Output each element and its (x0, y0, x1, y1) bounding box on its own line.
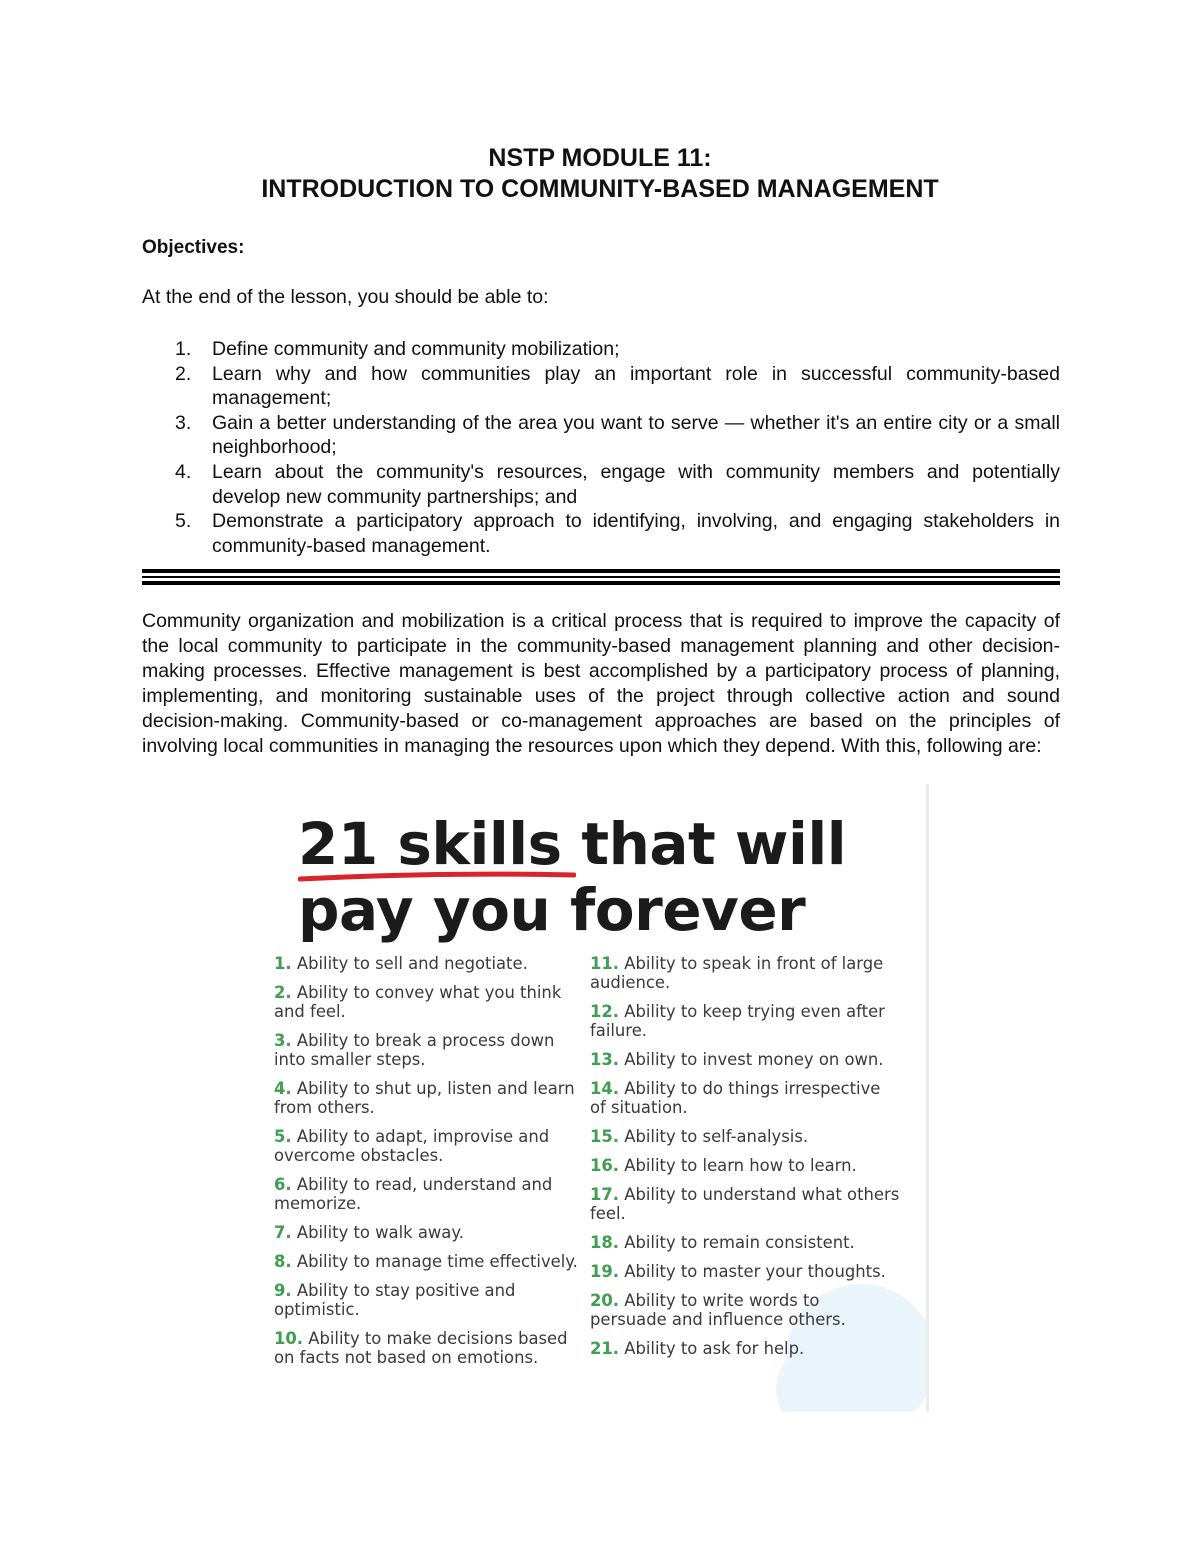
skill-number: 3. (274, 1031, 292, 1050)
skill-item (590, 1002, 900, 1040)
section-divider-thin (142, 576, 1060, 578)
skill-text: Ability to make decisions based on facts not based on emotions. (274, 1329, 568, 1367)
skill-item (274, 954, 584, 973)
objectives-intro: At the end of the lesson, you should be able to: (142, 286, 549, 308)
skill-number: 10. (274, 1329, 304, 1348)
module-subtitle: INTRODUCTION TO COMMUNITY-BASED MANAGEMENT (261, 175, 939, 203)
skill-item (274, 1031, 584, 1069)
skill-number: 7. (274, 1223, 292, 1242)
infographic-headline-line1: 21 skills that will (298, 810, 847, 878)
skill-text: Ability to stay positive and optimistic. (274, 1281, 516, 1319)
objective-text: Learn about the community's resources, engage with community members and potentially develop new community partnerships; and (212, 460, 1060, 508)
skill-text: Ability to ask for help. (624, 1339, 805, 1358)
section-divider-thick (142, 581, 1060, 585)
objective-number: 1. (175, 338, 192, 360)
objective-number: 2. (175, 362, 192, 385)
skill-number: 1. (274, 954, 292, 973)
skill-item (274, 1252, 584, 1271)
skill-text: Ability to learn how to learn. (624, 1156, 857, 1175)
skill-text: Ability to read, understand and memorize. (274, 1175, 553, 1213)
skill-number: 6. (274, 1175, 292, 1194)
section-divider-thick (142, 569, 1060, 573)
skill-text: Ability to write words to persuade and influence others. (590, 1291, 846, 1329)
objective-text: Gain a better understanding of the area you want to serve — whether it's an entire city or a small neighborhood; (212, 411, 1060, 459)
skill-item (274, 1329, 584, 1367)
skill-number: 13. (590, 1050, 620, 1069)
module-title: NSTP MODULE 11: (488, 144, 712, 172)
skill-item (590, 1339, 900, 1358)
skill-number: 15. (590, 1127, 620, 1146)
objective-item (142, 509, 1060, 558)
objectives-heading: Objectives: (142, 237, 245, 258)
skill-number: 8. (274, 1252, 292, 1271)
skill-number: 21. (590, 1339, 620, 1358)
skill-text: Ability to remain consistent. (624, 1233, 855, 1252)
skill-text: Ability to walk away. (296, 1223, 464, 1242)
skill-item (274, 1127, 584, 1165)
skill-item (590, 1127, 900, 1146)
skill-item (590, 1233, 900, 1252)
skill-number: 16. (590, 1156, 620, 1175)
skill-text: Ability to shut up, listen and learn from others. (274, 1079, 575, 1117)
objective-number: 3. (175, 411, 192, 434)
objective-item (142, 460, 1060, 509)
skill-item (274, 983, 584, 1021)
skill-number: 2. (274, 983, 292, 1002)
objective-item (142, 411, 1060, 460)
skill-item (590, 954, 900, 992)
skill-number: 14. (590, 1079, 620, 1098)
skill-text: Ability to understand what others feel. (590, 1185, 900, 1223)
infographic-headline-line2: pay you forever (298, 876, 806, 944)
skill-text: Ability to keep trying even after failure. (590, 1002, 885, 1040)
skills-left-column (274, 954, 584, 1377)
skill-text: Ability to manage time effectively. (296, 1252, 578, 1271)
skill-item (274, 1223, 584, 1242)
skill-text: Ability to speak in front of large audience. (590, 954, 884, 992)
skills-infographic (258, 784, 929, 1412)
skill-item (274, 1079, 584, 1117)
skills-right-column (590, 954, 900, 1368)
skill-number: 19. (590, 1262, 620, 1281)
skill-text: Ability to convey what you think and feel. (274, 983, 562, 1021)
objective-text: Learn why and how communities play an important role in successful community-based management; (212, 362, 1060, 410)
objective-text: Define community and community mobilization; (212, 338, 620, 360)
skill-text: Ability to break a process down into smaller steps. (274, 1031, 555, 1069)
skill-number: 18. (590, 1233, 620, 1252)
skill-text: Ability to self-analysis. (624, 1127, 809, 1146)
skill-text: Ability to do things irrespective of situation. (590, 1079, 881, 1117)
objective-number: 4. (175, 460, 192, 483)
skill-text: Ability to master your thoughts. (624, 1262, 886, 1281)
skill-number: 9. (274, 1281, 292, 1300)
skill-text: Ability to adapt, improvise and overcome obstacles. (274, 1127, 550, 1165)
skill-item (590, 1291, 900, 1329)
skill-number: 11. (590, 954, 620, 973)
skill-number: 4. (274, 1079, 292, 1098)
skill-item (590, 1050, 900, 1069)
skill-item (590, 1156, 900, 1175)
skill-item (274, 1175, 584, 1213)
skill-item (590, 1185, 900, 1223)
body-paragraph: Community organization and mobilization is a critical process that is required to improve the capacity of the local community to participate in the community-based management planning and other decision-making processes. Effective management is best accomplished by a participatory process of planning, implementing, and monitoring sustainable uses of the project through collective action and sound decision-making. Community-based or co-management approaches are based on the principles of involving local communities in managing the resources upon which they depend. With this, following are: (142, 610, 1060, 757)
objective-number: 5. (175, 510, 192, 533)
skill-number: 17. (590, 1185, 620, 1204)
skill-text: Ability to invest money on own. (624, 1050, 884, 1069)
objectives-list (142, 337, 1060, 558)
skill-item (590, 1262, 900, 1281)
skill-number: 20. (590, 1291, 620, 1310)
objective-item (142, 337, 1060, 362)
objective-text: Demonstrate a participatory approach to identifying, involving, and engaging stakeholders in community-based management. (212, 510, 1060, 557)
skill-text: Ability to sell and negotiate. (296, 954, 528, 973)
skill-item (274, 1281, 584, 1319)
skill-number: 12. (590, 1002, 620, 1021)
skill-number: 5. (274, 1127, 292, 1146)
objective-item (142, 362, 1060, 411)
skill-item (590, 1079, 900, 1117)
